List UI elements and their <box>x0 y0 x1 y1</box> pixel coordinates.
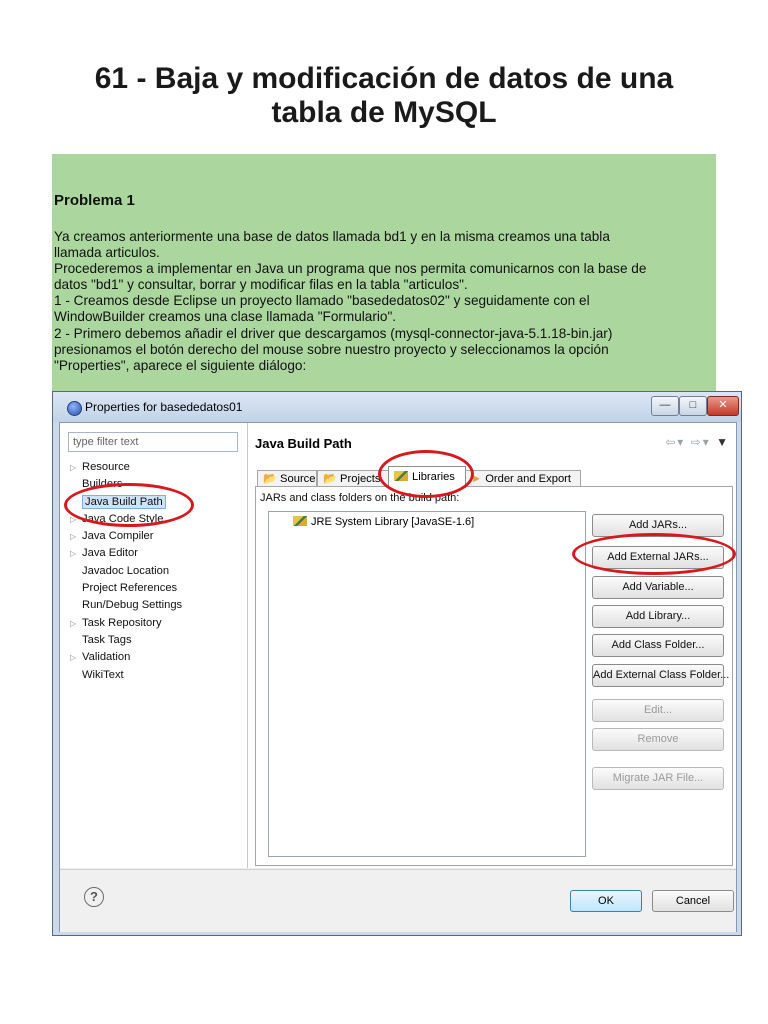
dropdown-icon[interactable]: ▾ <box>702 435 711 449</box>
expand-arrow-icon[interactable]: ▷ <box>70 653 77 663</box>
remove-button[interactable]: Remove <box>592 728 724 751</box>
document-title <box>60 62 708 130</box>
problem-text <box>54 229 714 374</box>
tree-item-validation[interactable] <box>70 649 182 666</box>
problem-box <box>52 154 716 392</box>
tree-item-resource[interactable] <box>70 459 182 476</box>
add-jars-button[interactable]: Add JARs... <box>592 514 724 537</box>
filter-input[interactable]: type filter text <box>68 432 238 452</box>
properties-dialog <box>52 391 742 936</box>
tree-item-java-build-path[interactable] <box>70 494 182 511</box>
tab-source[interactable] <box>257 470 317 487</box>
dialog-titlebar[interactable] <box>53 392 741 422</box>
tree-item-wikitext[interactable] <box>70 667 182 684</box>
tree-item-label: Builders <box>82 478 123 491</box>
tree-item-java-code-style[interactable] <box>70 511 182 528</box>
expand-arrow-icon[interactable]: ▷ <box>70 463 77 472</box>
tree-item-run-debug-settings[interactable] <box>70 597 182 614</box>
add-external-jars-button[interactable]: Add External JARs... <box>592 546 724 569</box>
tree-item-label: Javadoc Location <box>82 564 170 577</box>
add-library-button[interactable]: Add Library... <box>592 605 724 628</box>
dropdown-icon[interactable]: ▾ <box>677 435 686 449</box>
tree-item-task-tags[interactable] <box>70 632 182 649</box>
tree-item-label: WikiText <box>82 668 124 681</box>
dialog-footer <box>60 869 736 932</box>
jar-entry-label: JRE System Library [JavaSE-1.6] <box>311 516 475 528</box>
problem-heading: Problema 1 <box>54 192 135 209</box>
page-title: Java Build Path <box>255 436 352 451</box>
tree-item-label: Java Editor <box>82 547 138 560</box>
text-line: datos "bd1" y consultar, borrar y modificar filas en la tabla "articulos". <box>54 277 468 293</box>
text-line: presionamos el botón derecho del mouse sobre nuestro proyecto y seleccionamos la opción <box>54 341 609 357</box>
text-line: Ya creamos anteriormente una base de datos llamada bd1 y en la misma creamos una tabla <box>54 229 610 244</box>
tab-projects[interactable] <box>317 470 392 487</box>
text-line: "Properties", aparece el siguiente diálogo: <box>54 357 307 373</box>
tab-label: Order and Export <box>485 473 572 485</box>
ok-button[interactable]: OK <box>570 890 642 912</box>
tree-item-label: Java Build Path <box>82 495 166 509</box>
migrate-jar-button[interactable]: Migrate JAR File... <box>592 767 724 790</box>
text-line: 1 - Creamos desde Eclipse un proyecto llamado "basededatos02" y seguidamente con el <box>54 293 590 309</box>
tab-order-and-export[interactable] <box>465 470 581 487</box>
expand-arrow-icon[interactable]: ▷ <box>70 549 77 559</box>
tree-item-java-editor[interactable] <box>70 545 182 562</box>
jars-label: JARs and class folders on the build path: <box>260 492 460 504</box>
dialog-title: Properties for basededatos01 <box>85 400 243 414</box>
close-button[interactable]: ✕ <box>707 396 739 416</box>
title-line-2: tabla de MySQL <box>271 96 497 129</box>
jar-entry[interactable] <box>293 516 474 528</box>
tab-label: Source <box>280 473 316 485</box>
expand-arrow-icon[interactable]: ▷ <box>70 514 77 524</box>
add-external-class-folder-button[interactable]: Add External Class Folder... <box>592 664 724 687</box>
tree-item-task-repository[interactable] <box>70 615 182 632</box>
text-line: 2 - Primero debemos añadir el driver que descargamos (mysql-connector-java-5.1.18-bin.jar) <box>54 325 613 341</box>
tree-item-label: Resource <box>82 461 130 473</box>
tree-item-java-compiler[interactable] <box>70 528 182 545</box>
tab-libraries[interactable] <box>388 466 466 488</box>
add-class-folder-button[interactable]: Add Class Folder... <box>592 634 724 657</box>
settings-pane <box>248 423 736 868</box>
text-line: WindowBuilder creamos una clase llamada "Formulario". <box>54 309 397 325</box>
tree-item-label: Task Tags <box>82 633 132 646</box>
tree-item-label: Project References <box>82 582 178 595</box>
tree-item-label: Task Repository <box>82 616 162 629</box>
help-icon[interactable]: ? <box>84 887 104 907</box>
dialog-client <box>59 422 737 932</box>
expand-arrow-icon[interactable]: ▷ <box>70 618 77 628</box>
tree-item-label: Java Compiler <box>82 530 154 543</box>
cancel-button[interactable]: Cancel <box>652 890 734 912</box>
tree-item-javadoc-location[interactable] <box>70 563 182 580</box>
library-icon <box>394 471 408 481</box>
tab-label: Libraries <box>412 471 455 483</box>
back-arrow-icon[interactable]: ⇦ <box>665 435 678 449</box>
title-line-1: 61 - Baja y modificación de datos de una <box>94 62 674 95</box>
order-icon: ► <box>471 473 483 485</box>
tree-item-label: Run/Debug Settings <box>82 599 183 612</box>
tree-item-builders[interactable] <box>70 476 182 493</box>
history-nav[interactable] <box>665 435 730 449</box>
category-pane <box>60 423 248 868</box>
tree-item-project-references[interactable] <box>70 580 182 597</box>
forward-arrow-icon[interactable]: ⇨ <box>690 435 703 449</box>
jar-list[interactable] <box>268 511 586 857</box>
tree-item-label: Java Code Style <box>82 512 164 525</box>
minimize-button[interactable]: — <box>651 396 679 416</box>
project-folder-icon: 📂 <box>323 473 337 485</box>
category-tree <box>70 459 182 684</box>
view-menu-icon[interactable]: ▼ <box>716 435 730 449</box>
tab-label: Projects <box>340 473 381 485</box>
source-folder-icon: 📂 <box>263 473 277 485</box>
text-line: llamada articulos. <box>54 245 160 261</box>
maximize-button[interactable]: □ <box>679 396 707 416</box>
add-variable-button[interactable]: Add Variable... <box>592 576 724 599</box>
tree-item-label: Validation <box>82 651 131 664</box>
edit-button[interactable]: Edit... <box>592 699 724 722</box>
expand-arrow-icon[interactable]: ▷ <box>70 532 77 542</box>
libraries-panel <box>255 486 733 866</box>
library-icon <box>293 516 307 526</box>
eclipse-icon <box>67 401 82 416</box>
text-line: Procederemos a implementar en Java un programa que nos permita comunicarnos con la base de <box>54 261 647 277</box>
